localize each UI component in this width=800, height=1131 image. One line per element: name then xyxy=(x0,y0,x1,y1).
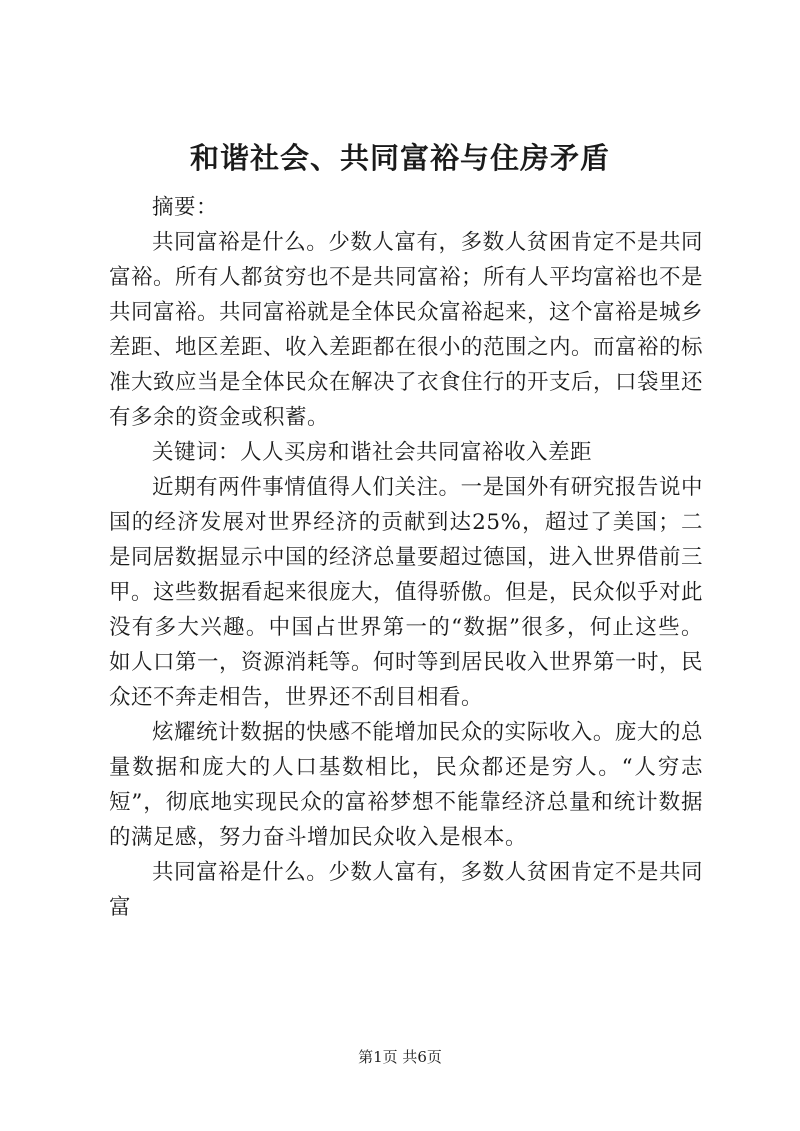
document-body xyxy=(109,190,703,925)
body-paragraph-1: 近期有两件事情值得人们关注。一是国外有研究报告说中国的经济发展对世界经济的贡献到达25%，超过了美国；二是同居数据显示中国的经济总量要超过德国，进入世界借前三甲。这些数据看起来很庞大，值得骄傲。但是，民众似乎对此没有多大兴趣。中国占世界第一的“数据”很多，何止这些。如人口第一，资源消耗等。何时等到居民收入世界第一时，民众还不奔走相告，世界还不刮目相看。 xyxy=(109,475,704,710)
document-title: 和谐社会、共同富裕与住房矛盾 xyxy=(189,141,610,175)
body-paragraph-3: 共同富裕是什么。少数人富有，多数人贫困肯定不是共同富 xyxy=(109,860,703,920)
keywords-paragraph: 关键词：人人买房和谐社会共同富裕收入差距 xyxy=(152,440,593,465)
body-paragraph-2: 炫耀统计数据的快感不能增加民众的实际收入。庞大的总量数据和庞大的人口基数相比，民众都还是穷人。“人穷志短”，彻底地实现民众的富裕梦想不能靠经济总量和统计数据的满足感，努力奋斗增加民众收入是根本。 xyxy=(109,720,703,850)
abstract-heading: 摘要： xyxy=(152,195,219,220)
abstract-paragraph: 共同富裕是什么。少数人富有，多数人贫困肯定不是共同富裕。所有人都贫穷也不是共同富裕；所有人平均富裕也不是共同富裕。共同富裕就是全体民众富裕起来，这个富裕是城乡差距、地区差距、收入差距都在很小的范围之内。而富裕的标准大致应当是全体民众在解决了衣食住行的开支后，口袋里还有多余的资金或积蓄。 xyxy=(109,230,704,430)
page-footer xyxy=(0,1047,800,1067)
page-number: 第1页 共6页 xyxy=(358,1048,442,1066)
